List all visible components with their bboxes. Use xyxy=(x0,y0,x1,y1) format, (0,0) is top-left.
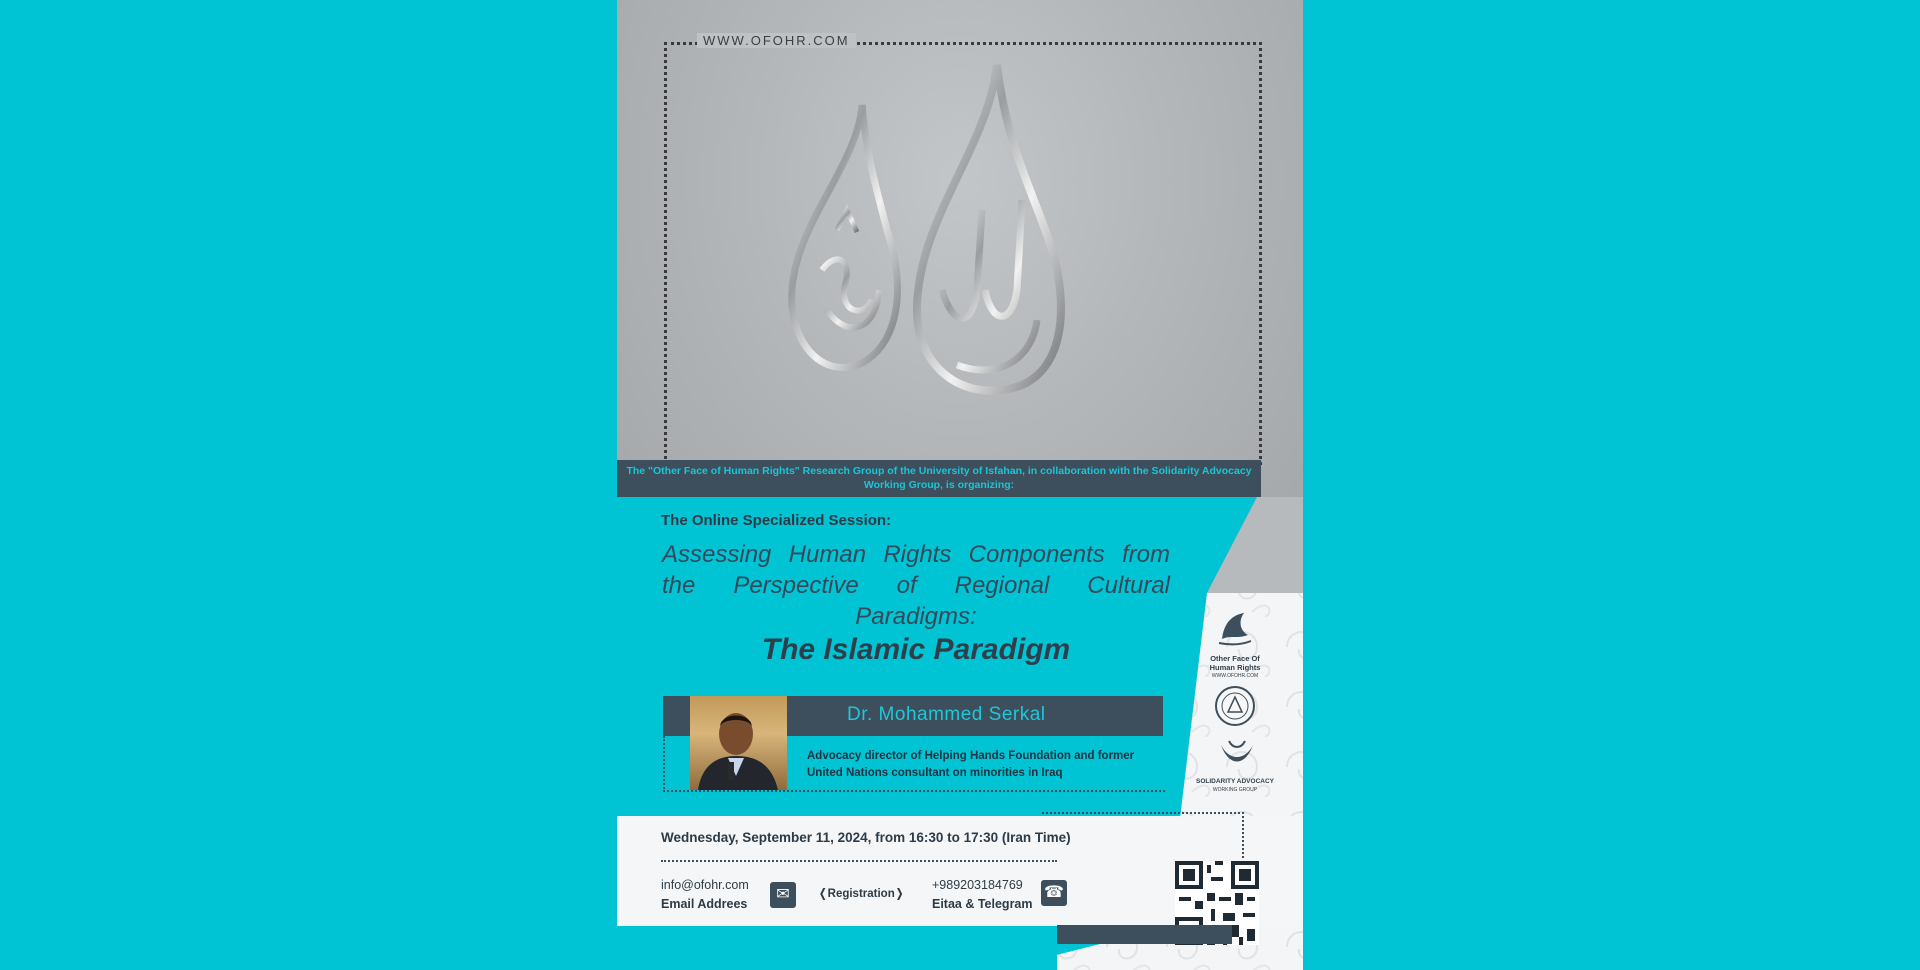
site-url: WWW.OFOHR.COM xyxy=(697,33,856,48)
session-title: Assessing Human Rights Components from the Perspective of Regional Cultural Paradigms: xyxy=(662,541,1170,630)
phone-icon[interactable]: ☎ xyxy=(1041,880,1067,906)
session-label: The Online Specialized Session: xyxy=(661,512,892,529)
ofohr-line1: Other Face Of xyxy=(1210,654,1260,663)
calligraphy-artwork xyxy=(767,60,1147,420)
envelope-icon[interactable]: ✉ xyxy=(770,882,796,908)
organizer-banner: The "Other Face of Human Rights" Research Group of the University of Isfahan, in collaboration with the Solidarity Advocacy Working Group, is organizing: xyxy=(617,460,1261,497)
bottom-accent-bar xyxy=(1057,925,1232,944)
solidarity-line1: SOLIDARITY ADVOCACY xyxy=(1195,778,1274,785)
speaker-photo xyxy=(690,696,787,790)
ofohr-line2: Human Rights xyxy=(1209,663,1261,672)
phone-label: Eitaa & Telegram xyxy=(932,897,1033,911)
ofohr-logo xyxy=(1214,609,1256,649)
solidarity-line2: WORKING GROUP xyxy=(1212,787,1258,793)
speaker-description: Advocacy director of Helping Hands Foundation and former United Nations consultant on minorities in Iraq xyxy=(807,750,1135,779)
email-label: Email Addrees xyxy=(661,897,748,911)
solidarity-logo xyxy=(1217,735,1257,775)
phone-text[interactable]: +989203184769 xyxy=(932,878,1023,892)
solidarity-logo-text xyxy=(1193,777,1277,795)
registration-link[interactable]: ❬Registration❭ xyxy=(818,888,905,900)
ofohr-url: WWW.OFOHR.COM xyxy=(1211,673,1259,679)
event-poster xyxy=(617,0,1303,970)
university-seal-icon xyxy=(1214,685,1256,727)
speaker-name: Dr. Mohammed Serkal xyxy=(847,704,1046,725)
details-dotted-border xyxy=(1042,812,1244,858)
session-subtitle: The Islamic Paradigm xyxy=(761,633,1071,666)
date-divider xyxy=(661,860,1057,862)
date-time: Wednesday, September 11, 2024, from 16:30 to 17:30 (Iran Time) xyxy=(661,830,1071,845)
email-text[interactable]: info@ofohr.com xyxy=(661,878,749,892)
